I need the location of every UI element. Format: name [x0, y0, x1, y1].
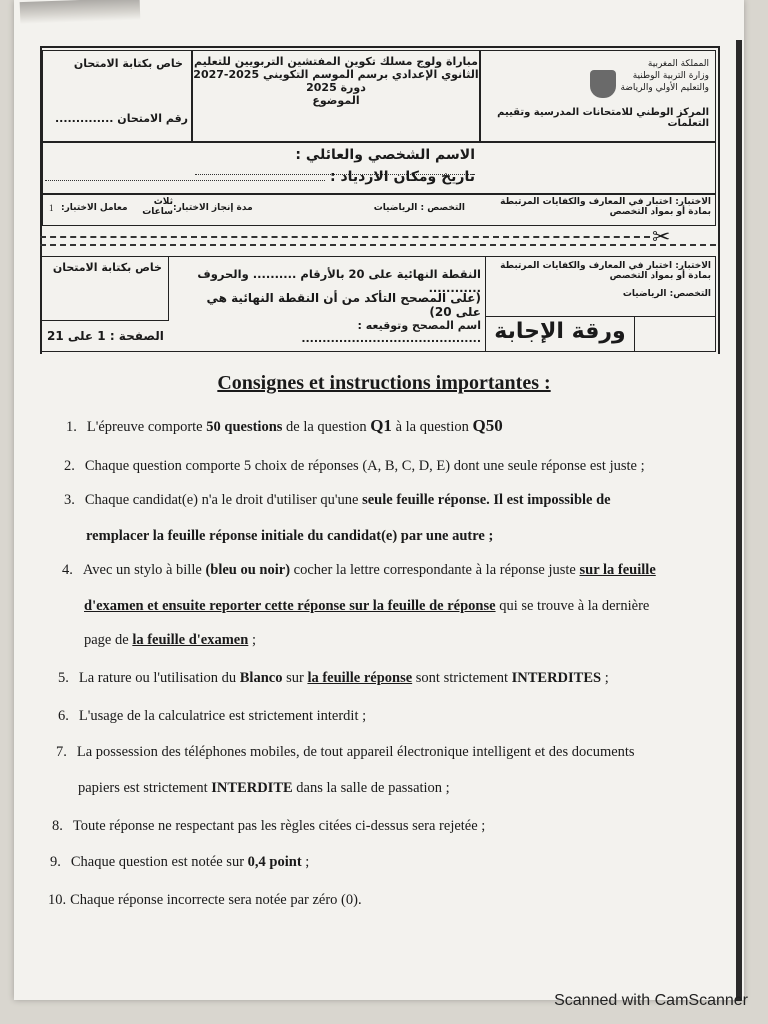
scissors-icon: ✂: [652, 225, 671, 250]
item-underlined: d'examen et ensuite reporter cette réponse sur la feuille de réponse: [84, 598, 496, 614]
stamp-label: خاص بكتابة الامتحان: [73, 57, 183, 70]
cut-line-2: [40, 244, 716, 246]
check-note: (على المصحح التأكد من أن النقطة النهائية هي على 20): [206, 291, 481, 319]
item-number: 8.: [52, 818, 63, 834]
item-underlined: la feuille d'examen: [132, 632, 249, 648]
item-text: ;: [248, 632, 256, 648]
contest-title-box: [192, 50, 480, 142]
item-text: Avec un stylo à bille: [82, 562, 206, 578]
item-bold: 50 questions: [206, 419, 283, 435]
ministry-line-2: وزارة التربية الوطنية: [632, 71, 709, 81]
list-item: [48, 890, 362, 910]
item-number: 6.: [58, 708, 69, 724]
item-text: à la question: [391, 419, 473, 435]
item-bold: Blanco: [239, 670, 283, 686]
item-text: dans la salle de passation ;: [292, 780, 450, 796]
camscanner-watermark: Scanned with CamScanner: [554, 992, 748, 1009]
item-text: ;: [301, 854, 310, 870]
ministry-line-1: المملكة المغربية: [647, 59, 709, 69]
item-text: Chaque question est notée sur: [70, 854, 248, 870]
birth-label: [45, 169, 475, 185]
item-text: ;: [601, 670, 609, 686]
item-underlined: la feuille réponse: [307, 670, 413, 686]
item-bold: INTERDITES: [511, 670, 602, 686]
corrector-label: اسم المصحح وتوقيعه : ...........................................: [301, 319, 481, 345]
list-item: [56, 742, 635, 762]
page-edge: [736, 40, 742, 1000]
item-number: 1.: [66, 419, 77, 435]
list-item: [62, 560, 656, 580]
exam-label: الاختبار: اختبار في المعارف والكفايات المرتبطة بمادة أو بمواد التخصص: [500, 197, 711, 217]
item-text: sur: [282, 670, 308, 686]
exam-number-label: رقم الامتحان ..............: [54, 112, 188, 125]
answer-exam-box: [485, 257, 715, 317]
item-number: 4.: [62, 562, 73, 578]
kingdom-emblem-icon: [590, 70, 616, 98]
list-item: [66, 416, 503, 437]
page-label: الصفحة : 1 على 21: [47, 329, 164, 343]
item-number: 9.: [50, 854, 61, 870]
item-text: cocher la lettre correspondante à la réponse juste: [290, 562, 580, 578]
item-text: page de: [84, 632, 133, 648]
list-item: [58, 706, 366, 726]
coef-label: معامل الاختبار:: [61, 203, 128, 213]
item-bold: Q1: [370, 416, 392, 435]
item-number: 10.: [48, 892, 67, 908]
specialty-label: التخصص : الرياضيات: [373, 203, 465, 213]
list-item: [52, 816, 485, 836]
item-text: Chaque candidat(e) n'a le droit d'utiliser qu'une: [84, 492, 363, 508]
item-number: 7.: [56, 744, 67, 760]
item-text: La possession des téléphones mobiles, de tout appareil électronique intelligent et des documents: [76, 744, 635, 760]
answer-stamp-label: خاص بكتابة الامتحان: [52, 261, 162, 274]
exam-info-row: [42, 194, 716, 226]
candidate-info-box: [42, 142, 716, 194]
item-text: L'usage de la calculatrice est strictement interdit ;: [78, 708, 367, 724]
duration-value: ثلاث ساعات: [142, 197, 173, 217]
list-item: [64, 456, 645, 476]
list-item: [50, 852, 309, 872]
page-shadow: [20, 0, 141, 24]
answer-exam-label: الاختبار: اختبار في المعارف والكفايات المرتبطة بمادة أو بمواد التخصص: [500, 261, 711, 281]
answer-stamp-box: [41, 257, 169, 321]
birth-dots[interactable]: [45, 180, 325, 181]
item-text: Chaque réponse incorrecte sera notée par zéro (0).: [70, 892, 362, 908]
coef-value: 1: [49, 203, 54, 213]
item-number: 3.: [64, 492, 75, 508]
item-number: 2.: [64, 458, 75, 474]
item-bold: 0,4 point: [247, 854, 302, 870]
list-item-continuation: [84, 630, 256, 650]
item-text: Toute réponse ne respectant pas les règles citées ci-dessus sera rejetée ;: [72, 818, 486, 834]
answer-sheet-title-box: [485, 317, 635, 351]
final-score: النقطة النهائية على 20 بالأرقام .......... والحروف ............: [197, 267, 481, 295]
item-text: La rature ou l'utilisation du: [78, 670, 240, 686]
name-label-text: الاسم الشخصي والعائلي :: [295, 147, 475, 163]
contest-title-3: دورة 2025: [306, 81, 366, 94]
item-underlined: sur la feuille: [579, 562, 656, 578]
item-bold: Q50: [472, 416, 503, 435]
item-text: L'épreuve comporte: [86, 419, 207, 435]
list-item-continuation: [78, 778, 450, 798]
item-text: papiers est strictement: [78, 780, 212, 796]
answer-sheet-title: ورقة الإجابة: [494, 319, 626, 344]
contest-title-2: الثانوي الإعدادي برسم الموسم التكويني 2025-2027: [193, 68, 479, 81]
cut-line: [40, 236, 650, 238]
list-item-continuation: [86, 526, 493, 546]
center-name: المركز الوطني للامتحانات المدرسية وتقييم التعلمات: [497, 107, 709, 129]
contest-title-1: مباراة ولوج مسلك تكوين المفتشين التربويين للتعليم: [194, 55, 478, 68]
list-item-continuation: [84, 596, 649, 616]
answer-header-box: [40, 256, 716, 352]
item-text: Chaque question comporte 5 choix de réponses (A, B, C, D, E) dont une seule réponse est juste ;: [84, 458, 645, 474]
ministry-line-3: والتعليم الأولي والرياضة: [620, 83, 709, 93]
duration-label: مدة إنجاز الاختبار:: [173, 203, 253, 213]
instructions-title: Consignes et instructions importantes :: [217, 372, 551, 394]
list-item: [64, 490, 611, 510]
stamp-box: [42, 50, 192, 142]
item-text: sont strictement: [412, 670, 512, 686]
item-bold: INTERDITE: [211, 780, 293, 796]
item-bold: (bleu ou noir): [205, 562, 291, 578]
item-text: qui se trouve à la dernière: [495, 598, 650, 614]
item-bold: remplacer la feuille réponse initiale du candidat(e) par une autre ;: [86, 528, 494, 544]
birth-label-text: تاريخ ومكان الازدياد :: [329, 169, 475, 185]
item-number: 5.: [58, 670, 69, 686]
contest-subject: الموضوع: [312, 94, 360, 107]
item-text: de la question: [282, 419, 371, 435]
list-item: [58, 668, 609, 688]
item-bold: seule feuille réponse. Il est impossible de: [362, 492, 611, 508]
answer-specialty-label: التخصص: الرياضيات: [622, 289, 711, 299]
